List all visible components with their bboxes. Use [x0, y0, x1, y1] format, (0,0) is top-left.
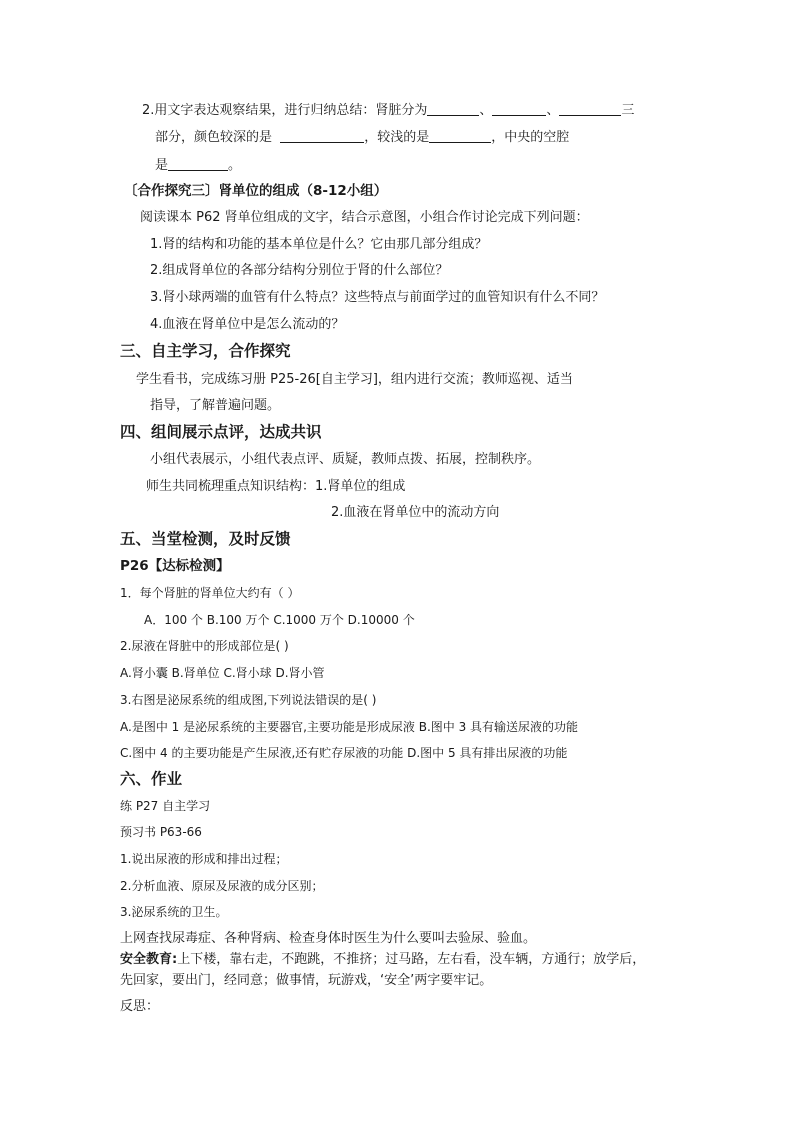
separator: 、	[479, 103, 493, 118]
test-question-2: 2.尿液在肾脏中的形成部位是( )	[120, 639, 289, 653]
safety-line-2: 先回家，要出门，经同意；做事情，玩游戏，‘安全’两字要牢记。	[120, 973, 493, 988]
section4-line-3: 2.血液在肾单位中的流动方向	[331, 505, 500, 520]
q2-line-2	[155, 128, 569, 148]
blank-2[interactable]	[492, 101, 546, 116]
section4-line-1: 小组代表展示，小组代表点评、质疑，教师点拨、拓展，控制秩序。	[150, 452, 541, 467]
separator: 、	[546, 103, 560, 118]
explore3-intro: 阅读课本 P62 肾单位组成的文字，结合示意图，小组合作讨论完成下列问题：	[140, 210, 589, 225]
q2-text: 2.用文字表达观察结果，进行归纳总结：肾脏分为	[142, 103, 428, 118]
section3-line-1: 学生看书，完成练习册 P25-26[自主学习]，组内进行交流；教师巡视、适当	[136, 372, 573, 387]
q2-line-3	[155, 156, 241, 176]
homework-item-1: 练 P27 自主学习	[120, 799, 211, 813]
section6-title: 六、作业	[120, 770, 183, 788]
homework-item-2: 预习书 P63-66	[120, 825, 202, 839]
section4-title: 四、组间展示点评，达成共识	[120, 423, 322, 441]
blank-4[interactable]	[280, 128, 364, 143]
blank-3[interactable]	[559, 101, 621, 116]
test-options-1: A．100 个 B.100 万个 C.1000 万个 D.10000 个	[144, 613, 415, 627]
homework-item-3: 1.说出尿液的形成和排出过程；	[120, 852, 288, 866]
q2-text: 。	[228, 158, 242, 173]
section3-line-2: 指导，了解普遍问题。	[150, 398, 281, 413]
section4-line-2: 师生共同梳理重点知识结构：1.肾单位的组成	[146, 479, 406, 494]
test-question-3: 3.右图是泌尿系统的组成图,下列说法错误的是( )	[120, 693, 377, 707]
research-task: 上网查找尿毒症、各种肾病、检查身体时医生为什么要叫去验尿、验血。	[120, 931, 537, 946]
safety-line-1	[120, 950, 645, 970]
homework-item-5: 3.泌尿系统的卫生。	[120, 905, 228, 919]
blank-6[interactable]	[168, 156, 228, 171]
reflection-label: 反思：	[120, 999, 160, 1014]
safety-text: 上下楼，靠右走，不跑跳，不推挤；过马路，左右看，没车辆，方通行；放学后，	[177, 952, 646, 967]
section5-subtitle: P26【达标检测】	[120, 558, 230, 574]
blank-5[interactable]	[429, 128, 491, 143]
explore3-question-3: 3.肾小球两端的血管有什么特点？这些特点与前面学过的血管知识有什么不同？	[150, 290, 605, 305]
homework-item-4: 2.分析血液、原尿及尿液的成分区别；	[120, 879, 324, 893]
q2-text: ，中央的空腔	[491, 130, 570, 145]
q2-text: ，较浅的是	[364, 130, 430, 145]
section3-title: 三、自主学习，合作探究	[120, 342, 291, 360]
q2-text: 三	[621, 103, 635, 118]
explore3-title: 〔合作探究三〕肾单位的组成（8-12小组）	[124, 183, 388, 199]
explore3-question-2: 2.组成肾单位的各部分结构分别位于肾的什么部位？	[150, 263, 449, 278]
blank-1[interactable]	[427, 101, 479, 116]
test-options-3a: A.是图中 1 是泌尿系统的主要器官,主要功能是形成尿液 B.图中 3 具有输送尿液的功能	[120, 720, 579, 734]
explore3-question-4: 4.血液在肾单位中是怎么流动的？	[150, 317, 345, 332]
q2-text: 是	[155, 158, 169, 173]
explore3-question-1: 1.肾的结构和功能的基本单位是什么？它由那几部分组成？	[150, 237, 488, 252]
safety-label: 安全教育:	[120, 952, 178, 967]
q2-line-1	[142, 101, 634, 121]
test-options-2: A.肾小囊 B.肾单位 C.肾小球 D.肾小管	[120, 666, 325, 680]
test-question-1: 1．每个肾脏的肾单位大约有（ ）	[120, 586, 300, 600]
test-options-3b: C.图中 4 的主要功能是产生尿液,还有贮存尿液的功能 D.图中 5 具有排出尿液的功能	[120, 746, 568, 760]
q2-text: 部分，颜色较深的是	[155, 130, 273, 145]
section5-title: 五、当堂检测，及时反馈	[120, 530, 291, 548]
